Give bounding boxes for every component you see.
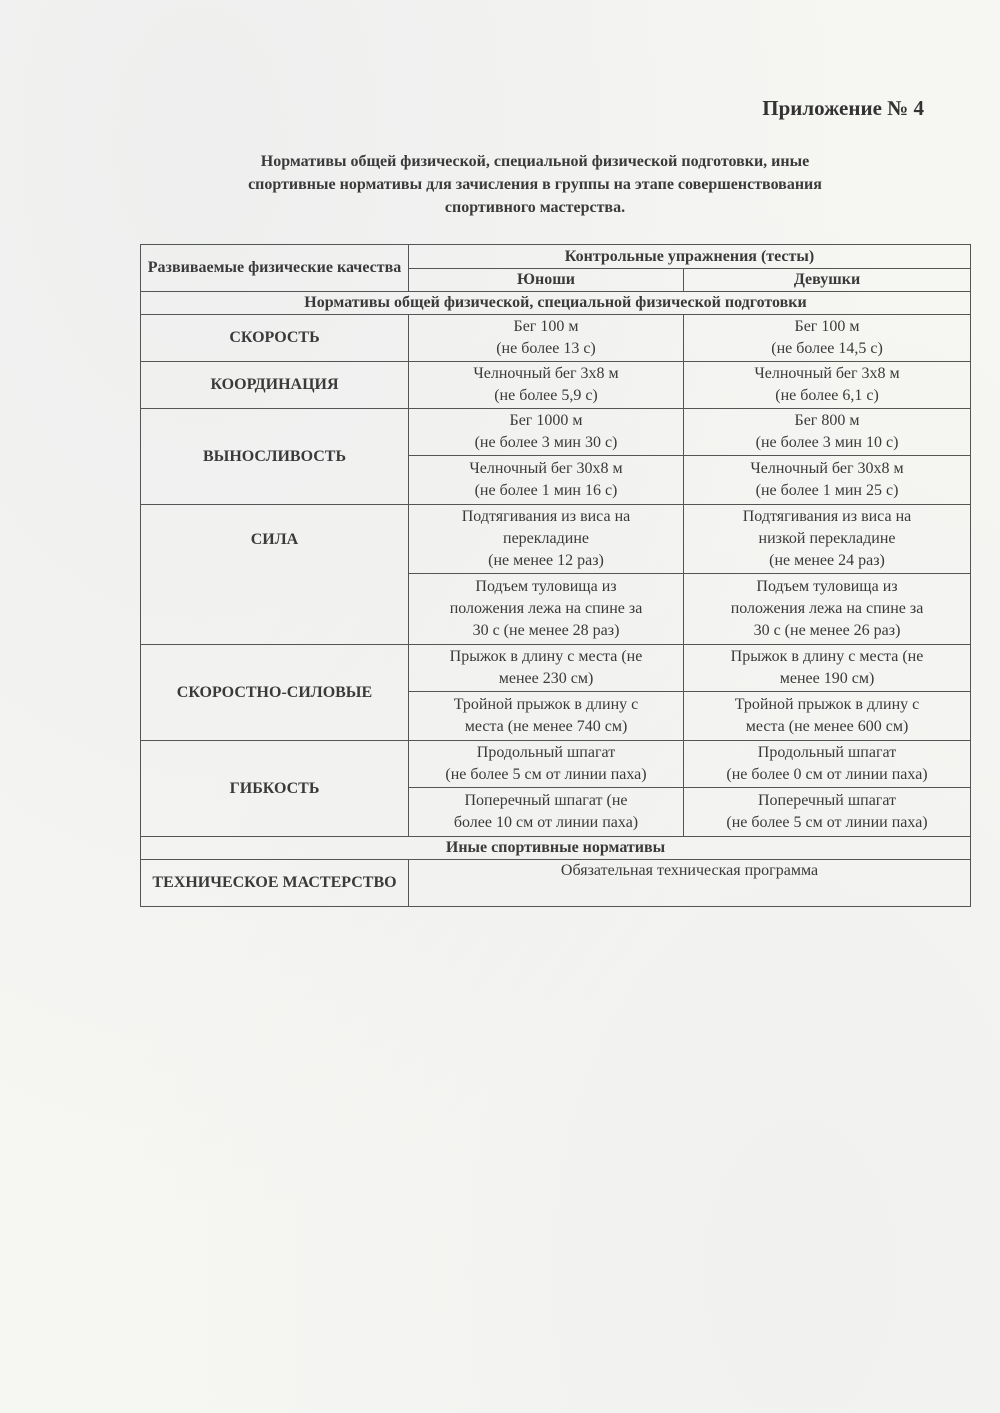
girls-test-cell: [684, 409, 971, 456]
boys-test-cell: [409, 505, 684, 574]
test-line: Челночный бег 30х8 м: [469, 460, 623, 477]
test-line: Подтягивания из виса на: [461, 508, 631, 525]
girls-test-cell: [684, 692, 971, 741]
girls-test-cell: [684, 574, 971, 645]
test-line: (не более 3 мин 10 с): [755, 434, 899, 451]
table-row: [141, 860, 971, 907]
test-line: Тройной прыжок в длину с: [734, 696, 920, 713]
test-line: (не более 5 см от линии паха): [445, 766, 647, 783]
test-line: места (не менее 740 см): [464, 718, 628, 735]
girls-test-cell: [684, 645, 971, 692]
test-line: Тройной прыжок в длину с: [453, 696, 639, 713]
test-line: Бег 800 м: [794, 412, 860, 429]
test-line: Поперечный шпагат (не: [464, 792, 628, 809]
quality-cell: СКОРОСТНО-СИЛОВЫЕ: [141, 645, 409, 741]
test-line: 30 с (не менее 28 раз): [472, 622, 620, 639]
table-row: [141, 409, 971, 456]
test-line: более 10 см от линии паха): [453, 814, 639, 831]
section-row: [141, 292, 971, 315]
section-row: [141, 837, 971, 860]
test-line: Челночный бег 30х8 м: [750, 460, 904, 477]
girls-test-cell: [684, 315, 971, 362]
test-line: (не менее 12 раз): [488, 552, 604, 569]
title-line: спортивного мастерства.: [444, 199, 626, 216]
document-title: [140, 150, 930, 219]
title-line: Нормативы общей физической, специальной физической подготовки, иные: [260, 153, 810, 170]
test-line: (не менее 24 раз): [769, 552, 885, 569]
test-line: (не более 13 с): [496, 340, 596, 357]
boys-test-cell: [409, 409, 684, 456]
test-line: Челночный бег 3х8 м: [754, 365, 900, 382]
section-title: Иные спортивные нормативы: [141, 837, 971, 860]
test-line: положения лежа на спине за: [449, 600, 643, 617]
quality-cell: КООРДИНАЦИЯ: [141, 362, 409, 409]
girls-test-cell: [684, 505, 971, 574]
quality-cell: СИЛА: [141, 505, 409, 645]
section-title: Нормативы общей физической, специальной физической подготовки: [141, 292, 971, 315]
test-line: положения лежа на спине за: [730, 600, 924, 617]
test-line: низкой перекладине: [758, 530, 896, 547]
technical-value-cell: Обязательная техническая программа: [409, 860, 971, 907]
test-line: Прыжок в длину с места (не: [730, 648, 924, 665]
test-line: (не более 0 см от линии паха): [726, 766, 928, 783]
boys-test-cell: [409, 741, 684, 788]
test-line: (не более 6,1 с): [775, 387, 879, 404]
test-line: (не более 3 мин 30 с): [474, 434, 618, 451]
test-line: Подъем туловища из: [475, 578, 617, 595]
table-header-row: [141, 245, 971, 269]
test-line: Бег 100 м: [794, 318, 860, 335]
test-line: менее 230 см): [498, 670, 594, 687]
test-line: Бег 100 м: [513, 318, 579, 335]
quality-cell: ВЫНОСЛИВОСТЬ: [141, 409, 409, 505]
table-row: [141, 645, 971, 692]
header-quality-cell: Развиваемые физические качества: [141, 245, 409, 292]
test-line: (не более 1 мин 16 с): [474, 482, 618, 499]
test-line: (не более 1 мин 25 с): [755, 482, 899, 499]
test-line: менее 190 см): [779, 670, 875, 687]
test-line: Подтягивания из виса на: [742, 508, 912, 525]
table-row: [141, 315, 971, 362]
table-row: [141, 362, 971, 409]
quality-cell: ГИБКОСТЬ: [141, 741, 409, 837]
boys-test-cell: [409, 315, 684, 362]
girls-test-cell: [684, 788, 971, 837]
quality-cell: ТЕХНИЧЕСКОЕ МАСТЕРСТВО: [141, 860, 409, 907]
test-line: Подъем туловища из: [756, 578, 898, 595]
test-line: (не более 5,9 с): [494, 387, 598, 404]
boys-test-cell: [409, 362, 684, 409]
appendix-label: Приложение № 4: [762, 96, 924, 120]
groups-body: [141, 315, 971, 837]
test-line: перекладине: [503, 530, 589, 547]
test-line: Прыжок в длину с места (не: [449, 648, 643, 665]
boys-test-cell: [409, 574, 684, 645]
table-row: [141, 505, 971, 574]
test-line: (не более 5 см от линии паха): [726, 814, 928, 831]
quality-cell: СКОРОСТЬ: [141, 315, 409, 362]
boys-test-cell: [409, 692, 684, 741]
test-line: места (не менее 600 см): [745, 718, 909, 735]
norms-table: [140, 244, 971, 907]
table-row: [141, 741, 971, 788]
boys-test-cell: [409, 788, 684, 837]
header-girls-cell: Девушки: [684, 269, 971, 292]
test-line: Продольный шпагат: [757, 744, 897, 761]
girls-test-cell: [684, 456, 971, 505]
test-line: Поперечный шпагат: [757, 792, 897, 809]
boys-test-cell: [409, 645, 684, 692]
test-line: Челночный бег 3х8 м: [473, 365, 619, 382]
boys-test-cell: [409, 456, 684, 505]
girls-test-cell: [684, 362, 971, 409]
header-boys-cell: Юноши: [409, 269, 684, 292]
header-tests-cell: Контрольные упражнения (тесты): [409, 245, 971, 269]
test-line: Бег 1000 м: [509, 412, 583, 429]
title-line: спортивные нормативы для зачисления в группы на этапе совершенствования: [248, 176, 822, 193]
test-line: 30 с (не менее 26 раз): [753, 622, 901, 639]
girls-test-cell: [684, 741, 971, 788]
test-line: Продольный шпагат: [476, 744, 616, 761]
test-line: (не более 14,5 с): [771, 340, 883, 357]
